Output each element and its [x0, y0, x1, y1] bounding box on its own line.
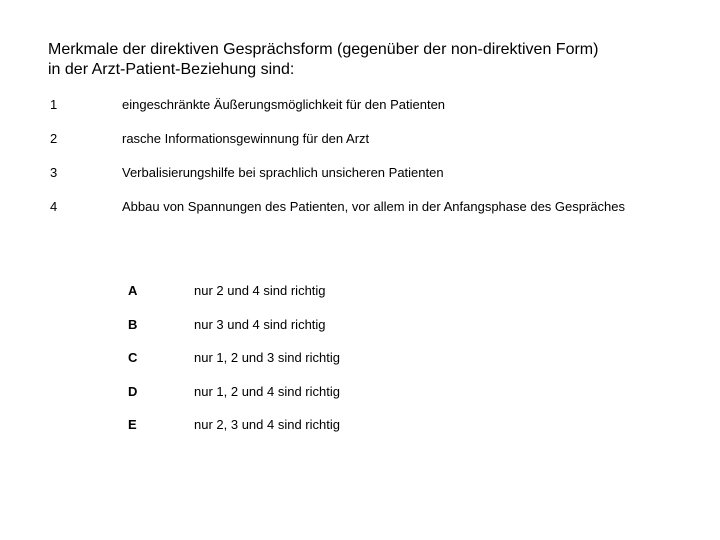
option-letter: B: [128, 316, 138, 332]
question-line-2: in der Arzt-Patient-Beziehung sind:: [48, 61, 295, 78]
option-letter: E: [128, 417, 137, 432]
option-text: nur 1, 2 und 4 sind richtig: [194, 383, 340, 399]
answer-option-c[interactable]: [128, 349, 608, 383]
statement-number: 4: [50, 199, 58, 214]
option-text: nur 2 und 4 sind richtig: [194, 283, 326, 298]
statement-text: Verbalisierungshilfe bei sprachlich unsicheren Patienten: [122, 165, 444, 180]
answer-option-d[interactable]: [128, 383, 608, 417]
answer-option-e[interactable]: [128, 416, 608, 450]
option-text: nur 2, 3 und 4 sind richtig: [194, 417, 340, 432]
option-letter: C: [128, 350, 138, 365]
option-text: nur 3 und 4 sind richtig: [194, 316, 326, 332]
statement-text: rasche Informationsgewinnung für den Arzt: [122, 131, 370, 146]
statement-text: eingeschränkte Äußerungsmöglichkeit für den Patienten: [122, 97, 446, 112]
answer-option-b[interactable]: [128, 316, 608, 350]
statement-list: [50, 96, 690, 232]
statement-item: [50, 198, 690, 232]
option-text: nur 1, 2 und 3 sind richtig: [194, 350, 340, 365]
statement-text: Abbau von Spannungen des Patienten, vor allem in der Anfangsphase des Gespräches: [122, 199, 626, 214]
statement-number: 1: [50, 97, 58, 112]
answer-option-a[interactable]: [128, 282, 608, 316]
option-letter: D: [128, 383, 138, 399]
statement-item: [50, 164, 690, 198]
statement-number: 2: [50, 131, 58, 146]
option-letter: A: [128, 283, 138, 298]
statement-number: 3: [50, 165, 58, 180]
question-text: [48, 40, 688, 80]
question-line-1: Merkmale der direktiven Gesprächsform (gegenüber der non-direktiven Form): [48, 41, 599, 58]
statement-item: [50, 96, 690, 130]
statement-item: [50, 130, 690, 164]
answer-options: [128, 282, 608, 450]
